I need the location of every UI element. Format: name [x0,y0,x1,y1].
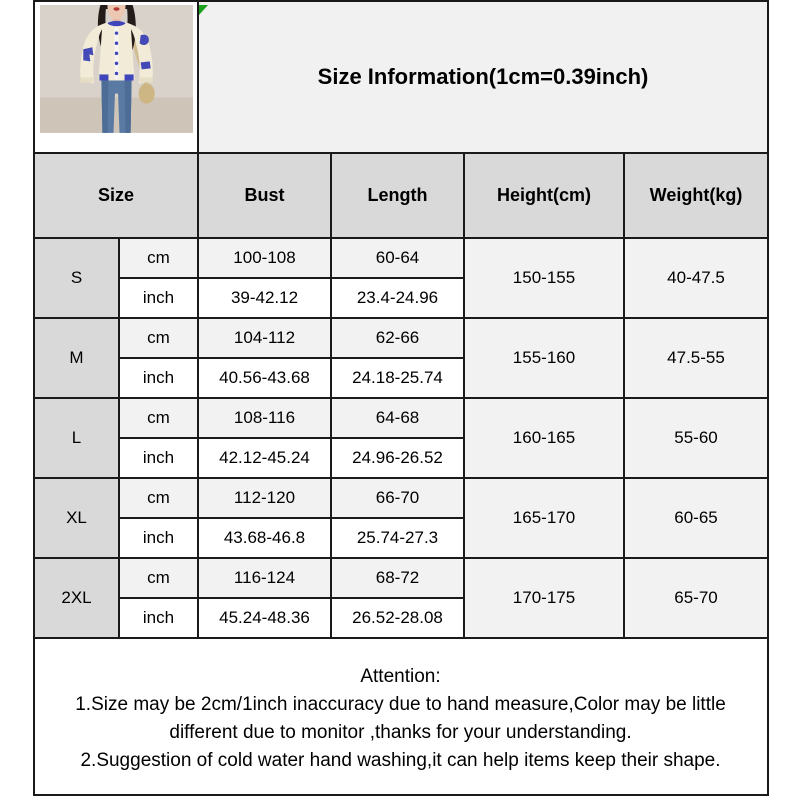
length-cm-value: 66-70 [331,478,464,518]
table-row-l-cm [34,398,768,438]
col-header-weight: Weight(kg) [624,153,768,238]
product-photo [40,5,193,133]
bust-cm-value: 100-108 [198,238,331,278]
length-cm-value: 60-64 [331,238,464,278]
col-header-length: Length [331,153,464,238]
height-value: 150-155 [464,238,624,318]
unit-cm-label: cm [119,238,198,278]
col-header-size: Size [34,153,198,238]
bust-cm-value: 116-124 [198,558,331,598]
product-photo-cell [34,1,198,153]
bust-inch-value: 43.68-46.8 [198,518,331,558]
unit-inch-label: inch [119,278,198,318]
unit-inch-label: inch [119,358,198,398]
unit-inch-label: inch [119,598,198,638]
length-inch-value: 24.18-25.74 [331,358,464,398]
table-row-2xl-cm [34,558,768,598]
attention-row [34,638,768,795]
col-header-height: Height(cm) [464,153,624,238]
bust-inch-value: 42.12-45.24 [198,438,331,478]
col-header-bust: Bust [198,153,331,238]
weight-value: 47.5-55 [624,318,768,398]
green-corner-flag-icon [199,2,208,12]
size-label-2xl: 2XL [34,558,119,638]
length-cm-value: 64-68 [331,398,464,438]
bust-cm-value: 108-116 [198,398,331,438]
length-inch-value: 24.96-26.52 [331,438,464,478]
size-label-m: M [34,318,119,398]
size-info-header-cell [198,1,768,153]
attention-line-1: 1.Size may be 2cm/1inch inaccuracy due to hand measure,Color may be little different due to monitor ,thanks for your understanding. [75,693,726,743]
height-value: 160-165 [464,398,624,478]
column-header-row [34,153,768,238]
unit-cm-label: cm [119,478,198,518]
length-cm-value: 62-66 [331,318,464,358]
weight-value: 65-70 [624,558,768,638]
bust-inch-value: 40.56-43.68 [198,358,331,398]
height-value: 170-175 [464,558,624,638]
length-cm-value: 68-72 [331,558,464,598]
table-row-m-cm [34,318,768,358]
size-table [33,0,769,796]
weight-value: 40-47.5 [624,238,768,318]
bust-cm-value: 112-120 [198,478,331,518]
unit-cm-label: cm [119,558,198,598]
weight-value: 55-60 [624,398,768,478]
attention-line-2: 2.Suggestion of cold water hand washing,it can help items keep their shape. [80,749,721,771]
unit-cm-label: cm [119,398,198,438]
weight-value: 60-65 [624,478,768,558]
unit-inch-label: inch [119,518,198,558]
table-row-xl-cm [34,478,768,518]
height-value: 155-160 [464,318,624,398]
size-label-l: L [34,398,119,478]
bust-cm-value: 104-112 [198,318,331,358]
bust-inch-value: 45.24-48.36 [198,598,331,638]
page-title: Size Information(1cm=0.39inch) [317,63,649,89]
table-row-s-cm [34,238,768,278]
size-label-xl: XL [34,478,119,558]
length-inch-value: 25.74-27.3 [331,518,464,558]
length-inch-value: 23.4-24.96 [331,278,464,318]
unit-cm-label: cm [119,318,198,358]
height-value: 165-170 [464,478,624,558]
unit-inch-label: inch [119,438,198,478]
top-row [34,1,768,153]
bust-inch-value: 39-42.12 [198,278,331,318]
length-inch-value: 26.52-28.08 [331,598,464,638]
size-label-s: S [34,238,119,318]
attention-title: Attention: [360,665,441,687]
attention-cell [34,638,768,795]
cardigan-model-illustration [40,5,193,133]
